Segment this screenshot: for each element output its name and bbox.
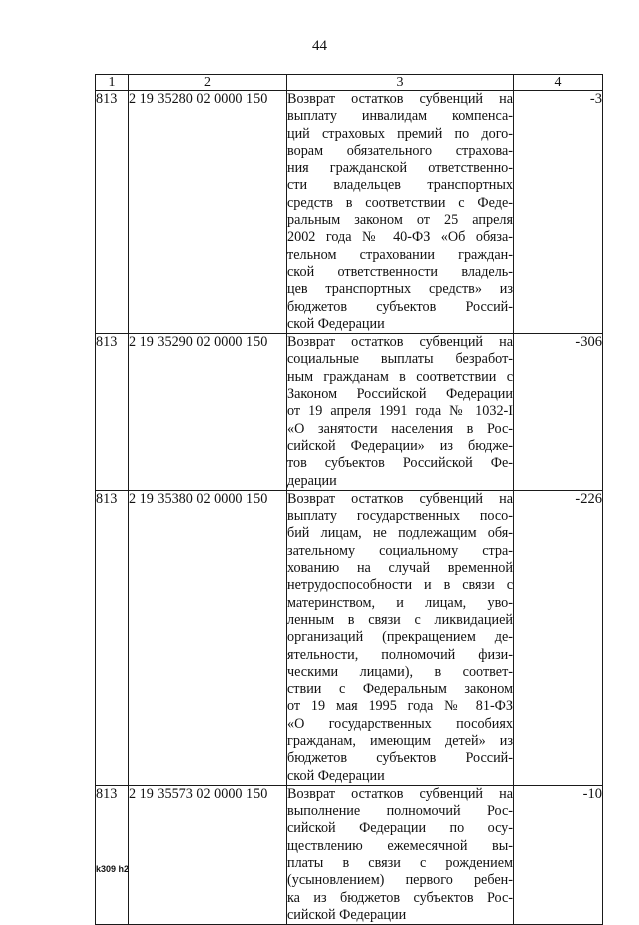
admin-code-cell: 813: [96, 490, 129, 785]
income-name-line: сийской Федерации по осу-: [287, 820, 513, 837]
table-row: [96, 91, 603, 334]
income-name-line: от 19 апреля 1991 года № 1032-I: [287, 403, 513, 420]
table-header-row: [96, 75, 603, 91]
income-name-line: ния гражданской ответственно-: [287, 160, 513, 177]
income-name-cell: [287, 490, 514, 785]
income-name-line: ществлению ежемесячной вы-: [287, 837, 513, 854]
income-name-line: выплату государственных посо-: [287, 508, 513, 525]
income-name-cell: [287, 785, 514, 924]
income-name-line: ствии с Федеральным законом: [287, 681, 513, 698]
income-name-line: зательному социальному стра-: [287, 542, 513, 559]
income-name-cell: [287, 334, 514, 491]
income-name-line: ций страховых премий по дого-: [287, 125, 513, 142]
income-name-line: ворам обязательного страхова-: [287, 142, 513, 159]
income-name-line: социальные выплаты безработ-: [287, 351, 513, 368]
income-name-line: «О занятости населения в Рос-: [287, 420, 513, 437]
income-name-line: от 19 мая 1995 года № 81-ФЗ: [287, 698, 513, 715]
income-name-cell: [287, 91, 514, 334]
income-name-line: сийской Федерации: [287, 906, 407, 923]
income-name-line: «О государственных пособиях: [287, 715, 513, 732]
income-name-line: бюджетов субъектов Россий-: [287, 750, 513, 767]
income-name-line: сийской Федерации» из бюдже-: [287, 437, 513, 454]
income-name-line: дерации: [287, 472, 337, 489]
page-number: 44: [312, 38, 327, 54]
table-row: [96, 490, 603, 785]
amount-cell: -226: [514, 490, 603, 785]
income-name-line: гражданам, имеющим детей» из: [287, 732, 513, 749]
table-body: [96, 91, 603, 925]
income-name-line: Возврат остатков субвенций на: [287, 334, 513, 351]
income-name-line: Возврат остатков субвенций на: [287, 490, 513, 507]
budget-code-cell: 2 19 35573 02 0000 150: [129, 785, 287, 924]
income-name-line: ской Федерации: [287, 767, 385, 784]
admin-code-cell: 813: [96, 91, 129, 334]
amount-cell: -10: [514, 785, 603, 924]
income-name-line: нетрудоспособности и в связи с: [287, 577, 513, 594]
footer-code: k309 h2: [96, 864, 130, 874]
income-name-line: хованию на случай временной: [287, 560, 513, 577]
budget-table: [95, 74, 603, 925]
income-name-line: ской Федерации: [287, 315, 385, 332]
income-name-line: цев транспортных средств» из: [287, 281, 513, 298]
income-name-line: 2002 года № 40-ФЗ «Об обяза-: [287, 229, 513, 246]
budget-code-cell: 2 19 35380 02 0000 150: [129, 490, 287, 785]
budget-code-cell: 2 19 35280 02 0000 150: [129, 91, 287, 334]
income-name-line: бюджетов субъектов Россий-: [287, 298, 513, 315]
admin-code-cell: 813: [96, 334, 129, 491]
table-row: [96, 334, 603, 491]
amount-cell: -3: [514, 91, 603, 334]
income-name-line: бий лицам, не подлежащим обя-: [287, 525, 513, 542]
budget-code-cell: 2 19 35290 02 0000 150: [129, 334, 287, 491]
income-name-line: платы в связи с рождением: [287, 855, 513, 872]
income-name-line: выплату инвалидам компенса-: [287, 108, 513, 125]
header-col-3: 3: [287, 75, 514, 91]
income-name-line: материнством, и лицам, уво-: [287, 594, 513, 611]
income-name-line: ленным в связи с ликвидацией: [287, 611, 513, 628]
income-name-line: ятельности, полномочий физи-: [287, 646, 513, 663]
amount-cell: -306: [514, 334, 603, 491]
income-name-line: тов субъектов Российской Фе-: [287, 455, 513, 472]
income-name-line: средств в соответствии с Феде-: [287, 194, 513, 211]
admin-code-cell: 813: [96, 785, 129, 924]
income-name-line: ка из бюджетов субъектов Рос-: [287, 889, 513, 906]
income-name-line: сти владельцев транспортных: [287, 177, 513, 194]
income-name-line: ской ответственности владель-: [287, 263, 513, 280]
income-name-line: организаций (прекращением де-: [287, 629, 513, 646]
header-col-4: 4: [514, 75, 603, 91]
income-name-line: Законом Российской Федерации: [287, 386, 513, 403]
income-name-line: ческими лицами), в соответ-: [287, 663, 513, 680]
income-name-line: ральным законом от 25 апреля: [287, 212, 513, 229]
income-name-line: Возврат остатков субвенций на: [287, 91, 513, 107]
table-row: [96, 785, 603, 924]
income-name-line: выполнение полномочий Рос-: [287, 803, 513, 820]
header-col-2: 2: [129, 75, 287, 91]
header-col-1: 1: [96, 75, 129, 91]
income-name-line: Возврат остатков субвенций на: [287, 785, 513, 802]
income-name-line: (усыновлением) первого ребен-: [287, 872, 513, 889]
income-name-line: тельном страховании граждан-: [287, 246, 513, 263]
income-name-line: ным гражданам в соответствии с: [287, 368, 513, 385]
